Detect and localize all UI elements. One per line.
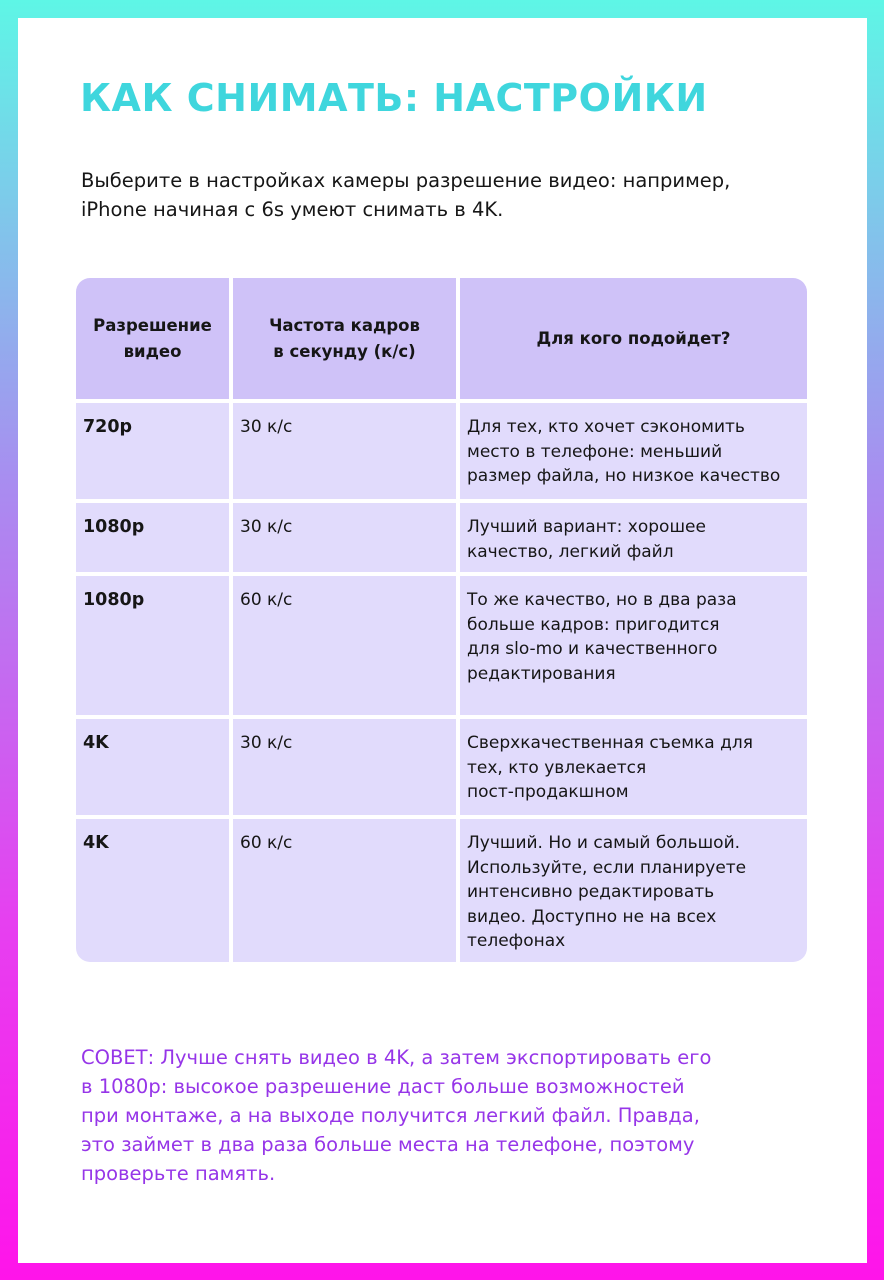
cell-text-line: больше кадров: пригодится (467, 614, 720, 635)
cell-text-line: Сверхкачественная съемка для (467, 733, 753, 753)
cell-text-line: Используйте, если планируете (467, 857, 747, 878)
intro-line-1: Выберите в настройках камеры разрешение видео: например, (81, 169, 731, 192)
cell-text-line: То же качество, но в два раза (467, 590, 737, 610)
header-text-line: видео (123, 341, 182, 361)
cell-text-line: для slo-mo и качественного (467, 639, 718, 659)
cell-text-line: видео. Доступно не на всех (467, 906, 717, 927)
table-cell-who (460, 719, 807, 815)
intro-text (81, 166, 821, 224)
table-cell-resolution: 4K (76, 719, 229, 815)
table-header-who (460, 278, 807, 399)
table-cell-fps: 60 к/с (233, 819, 456, 962)
header-text-line: Разрешение (93, 315, 212, 335)
page-title: КАК СНИМАТЬ: НАСТРОЙКИ (80, 76, 708, 120)
header-text-line: Для кого подойдет? (536, 328, 731, 348)
table-cell-resolution: 1080p (76, 576, 229, 715)
header-text-line: Частота кадров (269, 315, 420, 335)
intro-line-2: iPhone начиная с 6s умеют снимать в 4K. (81, 198, 504, 221)
content-page (18, 18, 867, 1263)
table-cell-who (460, 503, 807, 572)
cell-text-line: размер файла, но низкое качество (467, 466, 781, 486)
table-cell-fps: 30 к/с (233, 503, 456, 572)
cell-text-line: место в телефоне: меньший (467, 441, 723, 462)
cell-text-line: пост-продакшном (467, 782, 629, 802)
table-cell-who (460, 576, 807, 715)
header-text-line: в секунду (к/с) (273, 341, 416, 361)
table-cell-resolution: 720p (76, 403, 229, 499)
table-cell-fps: 30 к/с (233, 403, 456, 499)
table-cell-resolution: 1080p (76, 503, 229, 572)
table-header-fps (233, 278, 456, 399)
cell-text-line: Лучший. Но и самый большой. (467, 833, 741, 853)
cell-text-line: Для тех, кто хочет сэкономить (467, 417, 745, 437)
tip-line: СОВЕТ: Лучше снять видео в 4K, а затем экспортировать его (81, 1046, 712, 1069)
tip-line: проверьте память. (81, 1162, 276, 1185)
cell-text-line: интенсивно редактировать (467, 882, 715, 902)
table-cell-who (460, 819, 807, 962)
cell-text-line: качество, легкий файл (467, 541, 674, 562)
tip-line: в 1080p: высокое разрешение даст больше возможностей (81, 1075, 685, 1098)
cell-text-line: тех, кто увлекается (467, 757, 647, 778)
table-cell-fps: 60 к/с (233, 576, 456, 715)
tip-line: при монтаже, а на выходе получится легкий файл. Правда, (81, 1104, 700, 1127)
cell-text-line: редактирования (467, 663, 616, 684)
table-cell-fps: 30 к/с (233, 719, 456, 815)
table-cell-resolution: 4K (76, 819, 229, 962)
settings-table (76, 278, 807, 962)
table-cell-who (460, 403, 807, 499)
table-header-resolution (76, 278, 229, 399)
tip-text (81, 1043, 801, 1188)
cell-text-line: Лучший вариант: хорошее (467, 517, 706, 537)
tip-line: это займет в два раза больше места на телефоне, поэтому (81, 1133, 695, 1156)
cell-text-line: телефонах (467, 931, 566, 951)
